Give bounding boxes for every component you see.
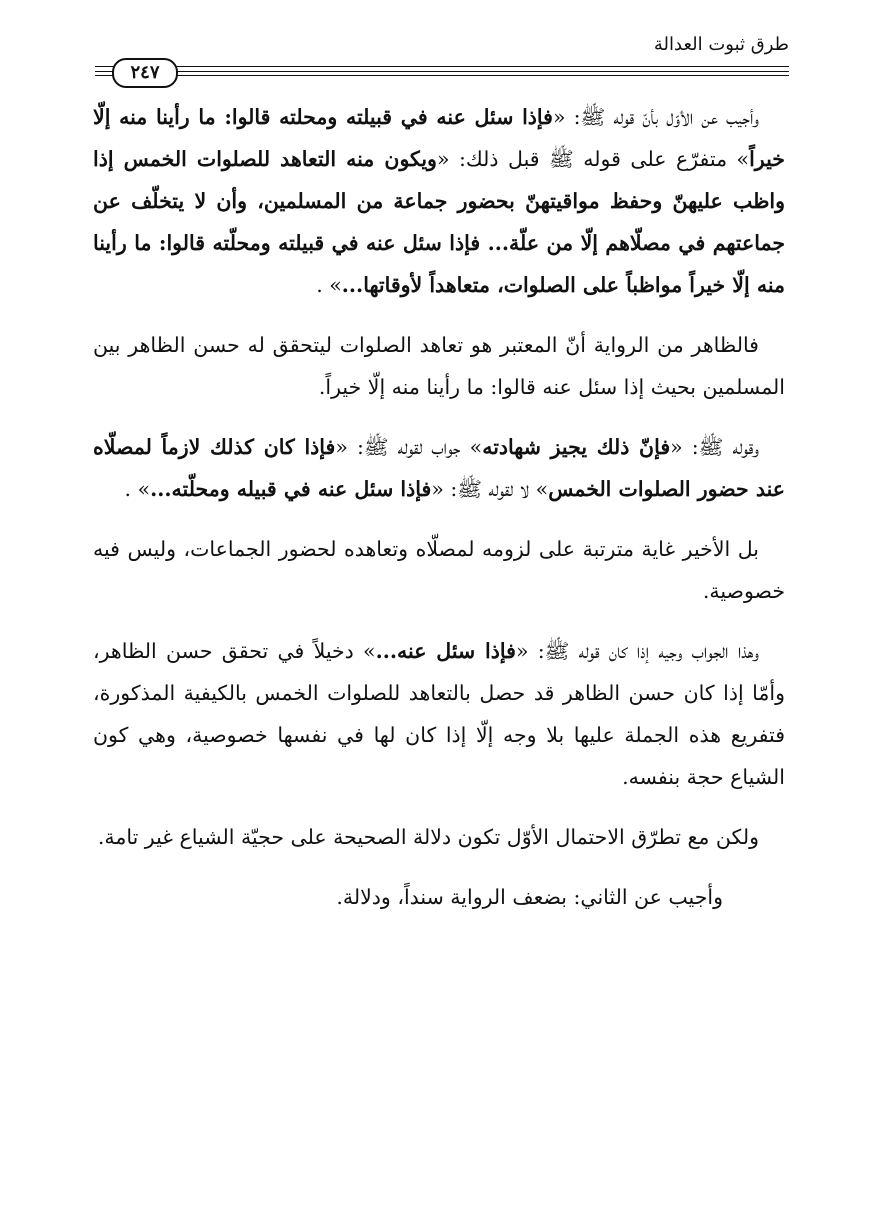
- quoted-hadith-text: ويكون منه التعاهد للصلوات الخمس إذا واظب عليهنّ وحفظ مواقيتهنّ بحضور جماعة من المسلمين، وأن لا يتخلّف عن جماعتهم في مصلّاهم إلّا من علّة... فإذا سئل عنه في قبيلته ومحلّته قالوا: ما رأينا منه إلّا خيراً مواظباً على الصلوات، متعاهداً لأوقاتها...: [93, 147, 786, 297]
- text-run: » .: [316, 273, 342, 297]
- text-run: » متفرّع على قوله ﷺ قبل ذلك: «: [436, 147, 750, 171]
- text-run: » جواب لقوله ﷺ: «: [335, 435, 483, 459]
- quoted-hadith-text: فإذا كان كذلك لازماً لمصلّاه عند حضور الصلوات الخمس: [93, 435, 785, 501]
- page-number: ٢٤٧: [112, 58, 178, 88]
- header-rule: [95, 66, 789, 67]
- paragraph: [93, 630, 785, 798]
- text-run: » دخيلاً في تحقق حسن الظاهر، وأمّا إذا كان حسن الظاهر قد حصل بالتعاهد للصلوات الخمس بالكيفية المذكورة، فتفريع هذه الجملة عليها بلا وجه إلّا إذا كان لها في نفسها خصوصية، وهي كون الشياع حجة بنفسه.: [93, 639, 785, 789]
- text-run: فالظاهر من الرواية أنّ المعتبر هو تعاهد الصلوات ليتحقق له حسن الظاهر بين المسلمين بحيث إذا سئل عنه قالوا: ما رأينا منه إلّا خيراً.: [93, 333, 785, 399]
- quoted-hadith-text: فإذا سئل عنه في قبيلته ومحلته قالوا: ما رأينا منه إلّا خيراً: [93, 105, 785, 171]
- header-rule: [95, 75, 789, 76]
- paragraph: [93, 324, 785, 408]
- text-run: وقوله ﷺ: «: [670, 435, 760, 459]
- paragraph: [93, 816, 785, 858]
- quoted-hadith-text: فإذا سئل عنه...: [375, 639, 516, 663]
- paragraph: [93, 426, 785, 510]
- text-run: بل الأخير غاية مترتبة على لزومه لمصلّاه وتعاهده لحضور الجماعات، وليس فيه خصوصية.: [93, 537, 785, 603]
- text-run: وأجيب عن الثاني: بضعف الرواية سنداً، ودلالة.: [336, 885, 723, 909]
- running-header-title: طرق ثبوت العدالة: [653, 34, 789, 55]
- text-run: » .: [124, 477, 151, 501]
- paragraph: [93, 96, 785, 306]
- paragraph: [93, 528, 785, 612]
- page-body: [93, 96, 785, 936]
- text-run: » لا لقوله ﷺ: «: [431, 477, 549, 501]
- text-run: وأجيب عن الأوّل بأنّ قوله ﷺ: «: [552, 105, 759, 129]
- header-rule: [95, 71, 789, 72]
- text-run: وهذا الجواب وجيه إذا كان قوله ﷺ: «: [515, 639, 760, 663]
- text-run: ولكن مع تطرّق الاحتمال الأوّل تكون دلالة الصحيحة على حجيّة الشياع غير تامة.: [97, 825, 759, 849]
- paragraph: [93, 876, 785, 918]
- quoted-hadith-text: فإنّ ذلك يجيز شهادته: [482, 435, 671, 459]
- quoted-hadith-text: فإذا سئل عنه في قبيله ومحلّته...: [150, 477, 432, 501]
